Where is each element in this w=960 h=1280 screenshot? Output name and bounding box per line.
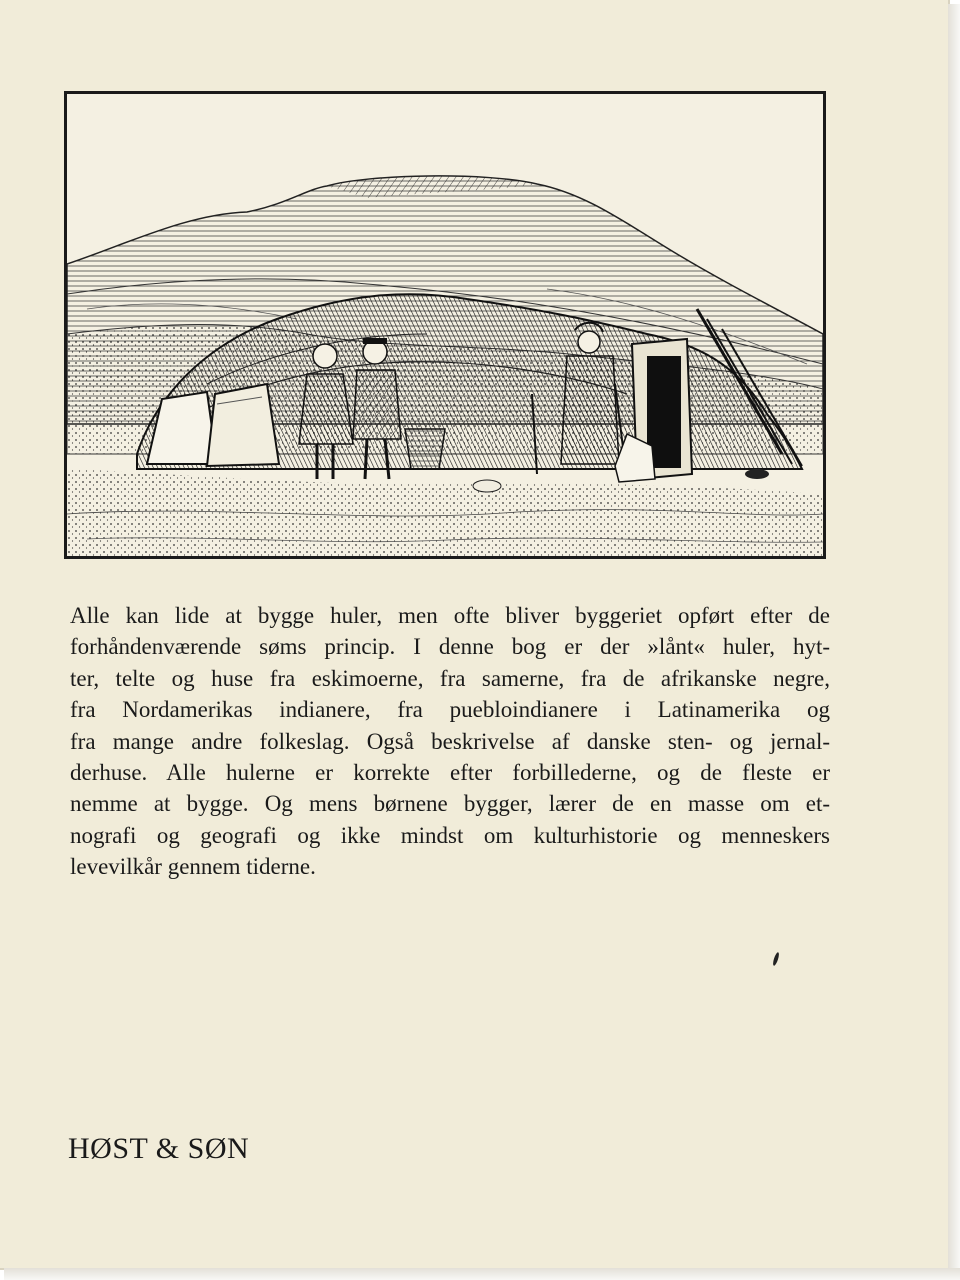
blurb-line: levevilkår gennem tiderne. [70,854,316,880]
blurb-line: fra Nordamerikas indianere, fra puebloindianere i Latinamerika og [70,697,830,723]
cover-illustration [64,91,826,559]
cover-edge-shadow [948,4,960,1280]
publisher-name: HØST & SØN [68,1132,250,1165]
blurb-text [70,600,830,883]
turf-hut-engraving [67,94,823,556]
ink-speck [772,952,780,967]
blurb-line: ter, telte og huse fra eskimoerne, fra samerne, fra de afrikanske negre, [70,665,830,691]
cover-bottom-shadow [4,1268,960,1280]
blurb-line: nemme at bygge. Og mens børnene bygger, lærer de en masse om et- [70,791,830,817]
blurb-line: Alle kan lide at bygge huler, men ofte bliver byggeriet opført efter de [70,603,830,628]
blurb-line: fra mange andre folkeslag. Også beskrivelse af danske sten- og jernal- [70,728,830,754]
blurb-line: forhåndenværende søms princip. I denne bog er der »lånt« huler, hyt- [70,634,830,660]
blurb-line: derhuse. Alle hulerne er korrekte efter forbillederne, og de fleste er [70,760,830,786]
blurb-line: nografi og geografi og ikke mindst om kulturhistorie og menneskers [70,822,830,848]
